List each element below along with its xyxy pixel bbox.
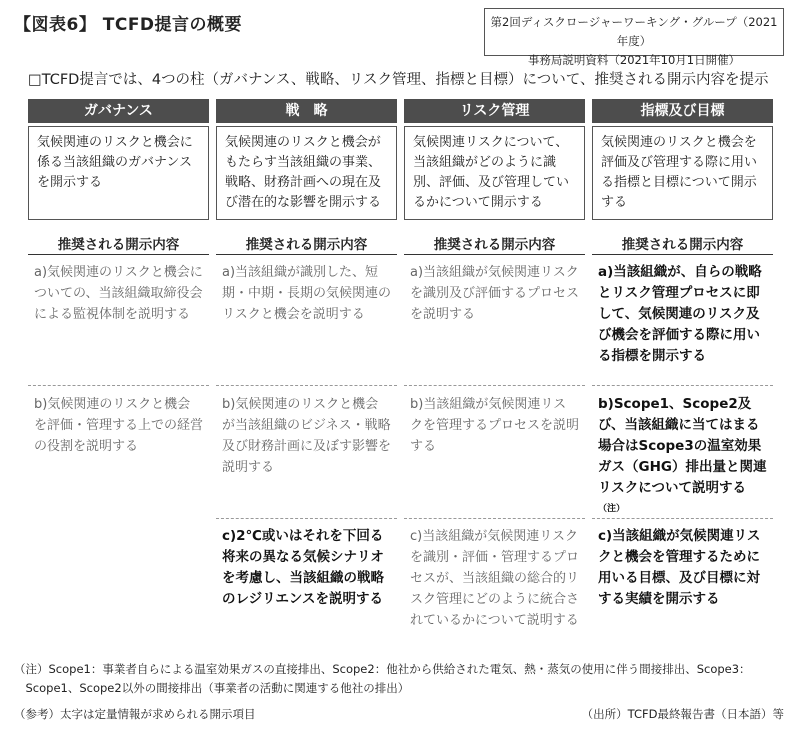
rec-divider: [28, 254, 209, 255]
rec-item-metrics-b: [592, 394, 773, 524]
rec-item-metrics-c: c)当該組織が気候関連リスクと機会を管理するために用いる目標、及び目標に対する実績を開示する: [598, 528, 761, 607]
rec-header-metrics: 推奨される開示内容: [621, 237, 744, 253]
rec-header-governance: 推奨される開示内容: [57, 237, 180, 253]
rec-item-metrics-a: a)当該組織が、自らの戦略とリスク管理プロセスに即して、気候関連のリスク及び機会を評価する際に用いる指標を開示する: [598, 264, 762, 364]
note-scope-line1: （注）Scope1：事業者自らによる温室効果ガスの直接排出、Scope2：他社から供給された電気、熱・蒸気の使用に伴う間接排出、Scope3：: [14, 662, 751, 676]
source-box: [484, 8, 784, 67]
source-box-line1: 第2回ディスクロージャーワーキング・グループ（2021年度）: [490, 15, 778, 48]
notes: [14, 660, 790, 698]
source-note: （出所）TCFD最終報告書（日本語）等: [581, 707, 784, 721]
rec-header-risk: 推奨される開示内容: [433, 237, 556, 253]
pillar-desc-risk: 気候関連リスクについて、当該組織がどのように識別、評価、及び管理しているかについて開示する: [404, 126, 585, 220]
row-separator: [216, 518, 397, 519]
pillar-header-strategy: 戦 略: [216, 99, 397, 123]
pillar-header-metrics: 指標及び目標: [592, 99, 773, 123]
pillar-desc-strategy: 気候関連のリスクと機会がもたらす当該組織の事業、戦略、財務計画への現在及び潜在的な影響を開示する: [216, 126, 397, 220]
source-box-line2: 事務局説明資料（2021年10月1日開催）: [527, 53, 741, 67]
pillar-desc-governance: 気候関連のリスクと機会に係る当該組織のガバナンスを開示する: [28, 126, 209, 220]
row-separator: [404, 385, 585, 386]
rec-item-metrics-b-text: b)Scope1、Scope2及び、当該組織に当てはまる場合はScope3の温室効果ガス（GHG）排出量と関連リスクについて説明する: [598, 396, 767, 496]
note-scope-line2: Scope1、Scope2以外の間接排出（事業者の活動に関連する他社の排出）: [14, 681, 410, 695]
rec-item-governance-a: a)気候関連のリスクと機会についての、当該組織取締役会による監視体制を説明する: [34, 265, 203, 322]
reference-note: （参考）太字は定量情報が求められる開示項目: [14, 707, 256, 721]
pillar-desc-metrics: 気候関連のリスクと機会を評価及び管理する際に用いる指標と目標について開示する: [592, 126, 773, 220]
rec-item-risk-b: b)当該組織が気候関連リスクを管理するプロセスを説明する: [410, 397, 580, 454]
rec-item-strategy-c: c)2℃或いはそれを下回る将来の異なる気候シナリオを考慮し、当該組織の戦略のレジリエンスを説明する: [222, 528, 384, 607]
row-separator: [404, 518, 585, 519]
rec-divider: [404, 254, 585, 255]
rec-item-strategy-b: b)気候関連のリスクと機会が当該組織のビジネス・戦略及び財務計画に及ぼす影響を説明する: [222, 397, 392, 475]
row-separator: [28, 385, 209, 386]
rec-item-risk-c: c)当該組織が気候関連リスクを識別・評価・管理するプロセスが、当該組織の総合的リスク管理にどのように統合されているかについて説明する: [410, 529, 580, 628]
row-separator: [216, 385, 397, 386]
rec-divider: [216, 254, 397, 255]
pillar-header-risk: リスク管理: [404, 99, 585, 123]
row-separator: [592, 385, 773, 386]
pillar-header-governance: ガバナンス: [28, 99, 209, 123]
note-marker: （注）: [598, 504, 626, 514]
figure-title: 【図表6】 TCFD提言の概要: [14, 15, 243, 35]
rec-item-governance-b: b)気候関連のリスクと機会を評価・管理する上での経営の役割を説明する: [34, 397, 204, 454]
rec-divider: [592, 254, 773, 255]
intro-text: □TCFD提言では、4つの柱（ガバナンス、戦略、リスク管理、指標と目標）について、推奨される開示内容を提示: [28, 72, 769, 88]
rec-item-strategy-a: a)当該組織が識別した、短期・中期・長期の気候関連のリスクと機会を説明する: [222, 265, 392, 322]
rec-header-strategy: 推奨される開示内容: [245, 237, 368, 253]
rec-item-risk-a: a)当該組織が気候関連リスクを識別及び評価するプロセスを説明する: [410, 265, 580, 322]
row-separator: [592, 518, 773, 519]
